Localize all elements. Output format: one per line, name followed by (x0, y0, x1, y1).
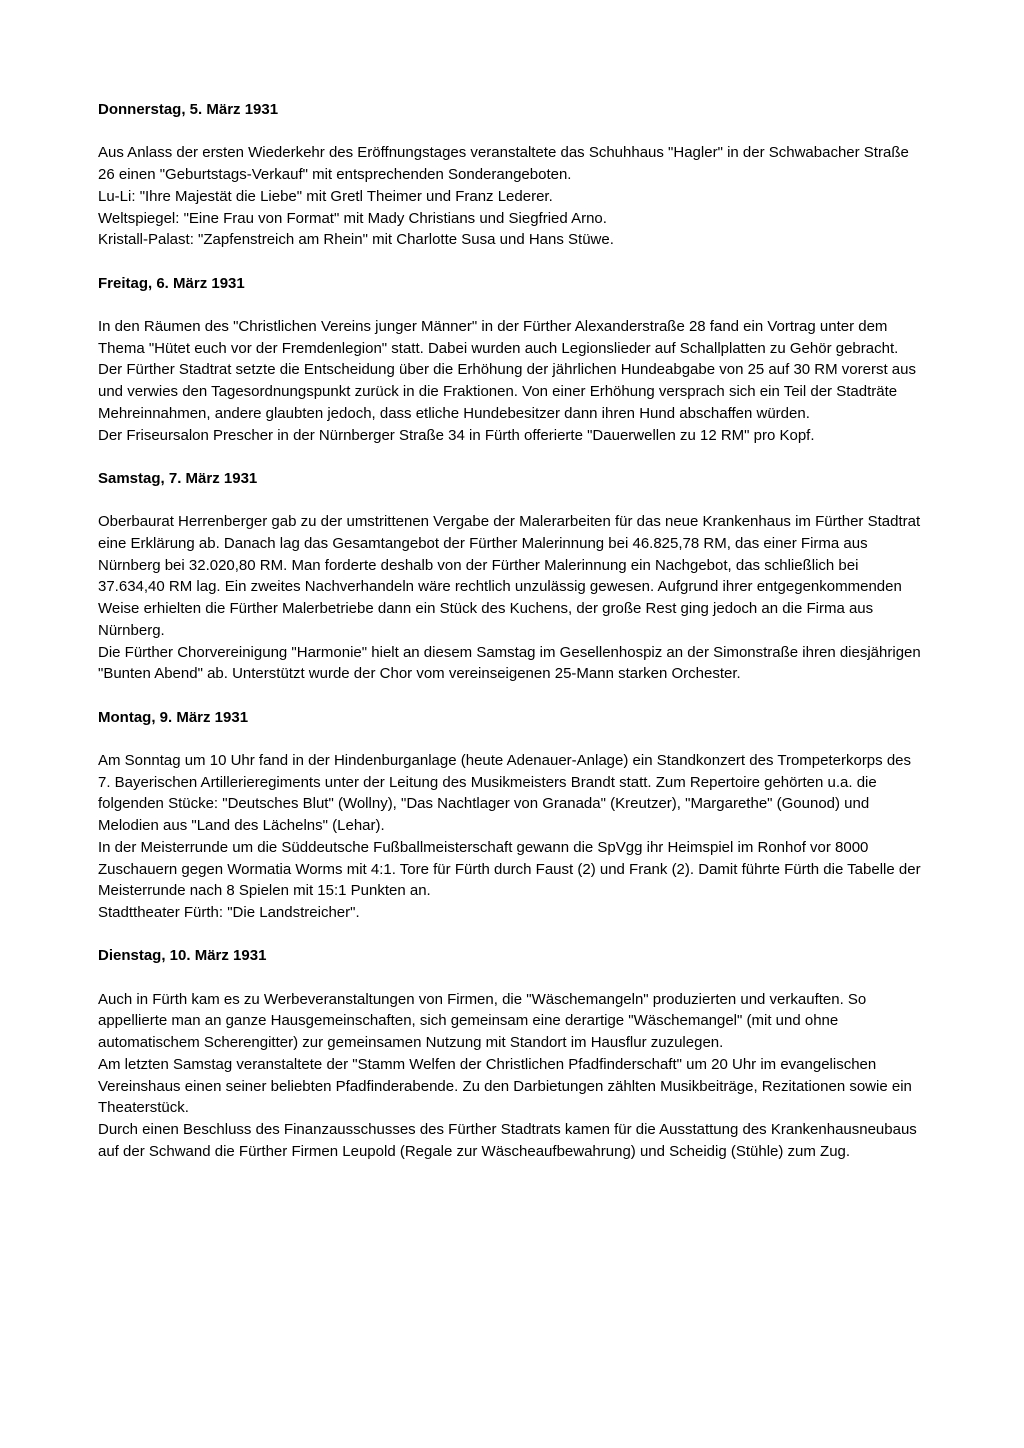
day-body (98, 142, 922, 251)
day-section-dienstag (98, 945, 922, 1162)
entry: In der Meisterrunde um die Süddeutsche Fußballmeisterschaft gewann die SpVgg ihr Heimspiel im Ronhof vor 8000 Zuschauern gegen Wormatia Worms mit 4:1. Tore für Fürth durch Faust (2) und Frank (2). Damit führte Fürth die Tabelle der Meisterrunde nach 8 Spielen mit 15:1 Punkten an. (98, 838, 921, 900)
day-section-freitag (98, 273, 922, 447)
entry: Kristall-Palast: "Zapfenstreich am Rhein" mit Charlotte Susa und Hans Stüwe. (98, 231, 614, 249)
entry: Die Fürther Chorvereinigung "Harmonie" hielt an diesem Samstag im Gesellenhospiz an der Simonstraße ihren diesjährigen "Bunten Abend" ab. Unterstützt wurde der Chor vom vereinseigenen 25-Mann starken Orchester. (98, 643, 921, 683)
entry: Lu-Li: "Ihre Majestät die Liebe" mit Gretl Theimer und Franz Lederer. (98, 187, 553, 205)
entry: Durch einen Beschluss des Finanzausschusses des Fürther Stadtrats kamen für die Ausstattung des Krankenhausneubaus auf der Schwand die Fürther Firmen Leupold (Regale zur Wäscheaufbewahrung) und Scheidig (Stühle) zum Zug. (98, 1120, 917, 1160)
day-body (98, 511, 922, 685)
entry: Oberbaurat Herrenberger gab zu der umstrittenen Vergabe der Malerarbeiten für das neue Krankenhaus im Fürther Stadtrat eine Erklärung ab. Danach lag das Gesamtangebot der Fürther Malerinnung bei 46.825,78 RM, das einer Firma aus Nürnberg bei 32.020,80 RM. Man forderte deshalb von der Fürther Malerinnung ein Nachgebot, das schließlich bei 37.634,40 RM lag. Ein zweites Nachverhandeln wäre rechtlich unzulässig gewesen. Aufgrund ihrer entgegenkommenden Weise erhielten die Fürther Malerbetriebe dann ein Stück des Kuchens, der große Rest ging jedoch an die Firma aus Nürnberg. (98, 513, 921, 639)
entry: In den Räumen des "Christlichen Vereins junger Männer" in der Fürther Alexanderstraße 28 fand ein Vortrag unter dem Thema "Hütet euch vor der Fremdenlegion" statt. Dabei wurden auch Legionslieder auf Schallplatten zu Gehör gebracht. (98, 317, 899, 357)
entry: Weltspiegel: "Eine Frau von Format" mit Mady Christians und Siegfried Arno. (98, 209, 607, 227)
entry: Der Friseursalon Prescher in der Nürnberger Straße 34 in Fürth offerierte "Dauerwellen zu 12 RM" pro Kopf. (98, 426, 815, 444)
day-heading: Freitag, 6. März 1931 (98, 274, 245, 292)
day-body (98, 316, 922, 446)
day-body (98, 989, 922, 1163)
day-section-montag (98, 707, 922, 924)
entry: Der Fürther Stadtrat setzte die Entscheidung über die Erhöhung der jährlichen Hundeabgabe von 25 auf 30 RM vorerst aus und verwies den Tagesordnungspunkt zurück in die Fraktionen. Von einer Erhöhung versprach sich ein Teil der Stadträte Mehreinnahmen, andere glaubten jedoch, dass etliche Hundebesitzer dann ihren Hund abschaffen würden. (98, 361, 916, 422)
day-section-samstag (98, 468, 922, 685)
document-content (98, 99, 922, 1162)
day-heading: Samstag, 7. März 1931 (98, 469, 258, 487)
entry: Auch in Fürth kam es zu Werbeveranstaltungen von Firmen, die "Wäschemangeln" produzierten und verkauften. So appellierte man an ganze Hausgemeinschaften, sich gemeinsam eine derartige "Wäschemangel" (mit und ohne automatischem Scherengitter) zur gemeinsamen Nutzung mit Standort im Hausflur zuzulegen. (98, 990, 867, 1052)
entry: Am letzten Samstag veranstaltete der "Stamm Welfen der Christlichen Pfadfinderschaft" um 20 Uhr im evangelischen Vereinshaus einen seiner beliebten Pfadfinderabende. Zu den Darbietungen zählten Musikbeiträge, Rezitationen sowie ein Theaterstück. (98, 1055, 912, 1117)
entry: Stadttheater Fürth: "Die Landstreicher". (98, 903, 360, 921)
day-heading: Dienstag, 10. März 1931 (98, 947, 267, 965)
entry: Am Sonntag um 10 Uhr fand in der Hindenburganlage (heute Adenauer-Anlage) ein Standkonzert des Trompeterkorps des 7. Bayerischen Artillerieregiments unter der Leitung des Musikmeisters Brandt statt. Zum Repertoire gehörten u.a. die folgenden Stücke: "Deutsches Blut" (Wollny), "Das Nachtlager von Granada" (Kreutzer), "Margarethe" (Gounod) und Melodien aus "Land des Lächelns" (Lehar). (98, 751, 912, 835)
day-section-donnerstag (98, 99, 922, 251)
day-body (98, 750, 922, 924)
entry: Aus Anlass der ersten Wiederkehr des Eröffnungstages veranstaltete das Schuhhaus "Hagler" in der Schwabacher Straße 26 einen "Geburtstags-Verkauf" mit entsprechenden Sonderangeboten. (98, 144, 909, 184)
day-heading: Donnerstag, 5. März 1931 (98, 101, 279, 118)
day-heading: Montag, 9. März 1931 (98, 708, 249, 726)
